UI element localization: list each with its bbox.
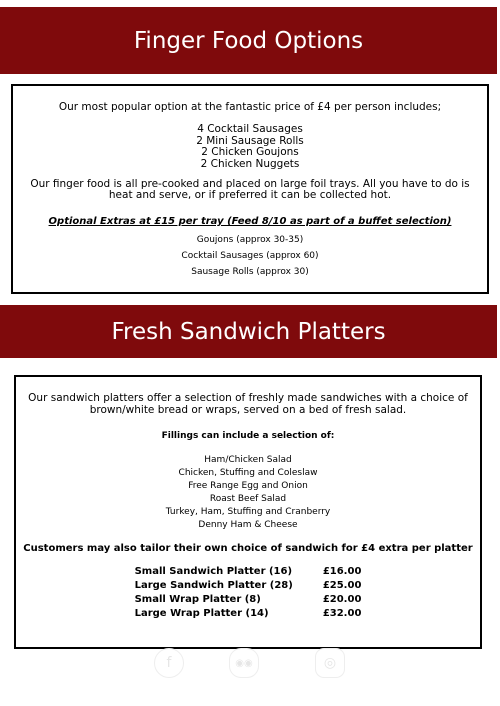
platter-price: £32.00	[322, 608, 362, 619]
list-item: 2 Chicken Nuggets	[200, 157, 300, 170]
price-table	[135, 565, 362, 621]
sandwich-banner	[0, 305, 497, 358]
fillings-heading: Fillings can include a selection of:	[161, 431, 335, 441]
platter-price: £25.00	[322, 580, 362, 591]
list-item: 2 Mini Sausage Rolls	[196, 134, 304, 147]
list-item: Denny Ham & Cheese	[198, 520, 298, 530]
list-item: Chicken, Stuffing and Coleslaw	[178, 468, 318, 478]
facebook-icon[interactable]	[154, 648, 184, 678]
list-item: Turkey, Ham, Stuffing and Cranberry	[165, 507, 331, 517]
sandwich-intro: Our sandwich platters offer a selection of freshly made sandwiches with a choice of brown/white bread or wraps, served on a bed of fresh salad.	[28, 392, 468, 416]
finger-food-description: Our finger food is all pre-cooked and placed on large foil trays. All you have to do is heat and serve, or if preferred it can be collected hot.	[30, 178, 470, 201]
tripadvisor-glyph: ◉◉	[235, 657, 253, 669]
platter-name: Small Sandwich Platter (16)	[134, 566, 293, 577]
list-item: 2 Chicken Goujons	[201, 146, 299, 158]
fillings-list	[16, 454, 480, 532]
list-item: Goujons (approx 30-35)	[196, 235, 304, 245]
platter-name: Large Wrap Platter (14)	[134, 608, 269, 619]
sandwich-box	[14, 375, 482, 649]
platter-name: Large Sandwich Platter (28)	[134, 580, 293, 591]
list-item: 4 Cocktail Sausages	[197, 123, 303, 135]
tripadvisor-icon[interactable]	[229, 648, 259, 678]
table-row	[135, 607, 362, 621]
list-item: Cocktail Sausages (approx 60)	[181, 251, 319, 261]
finger-food-title: Finger Food Options	[133, 27, 364, 54]
platter-price: £16.00	[322, 566, 362, 577]
extras-list	[13, 232, 487, 280]
instagram-icon[interactable]	[315, 648, 345, 678]
list-item: Sausage Rolls (approx 30)	[191, 267, 309, 277]
platter-name: Small Wrap Platter (8)	[134, 594, 261, 605]
tailor-note: Customers may also tailor their own choice of sandwich for £4 extra per platter	[23, 543, 473, 554]
list-item: Roast Beef Salad	[209, 494, 287, 504]
facebook-glyph: f	[166, 655, 172, 671]
list-item: Free Range Egg and Onion	[188, 481, 308, 491]
finger-food-items	[13, 124, 487, 170]
sandwich-title: Fresh Sandwich Platters	[111, 318, 386, 345]
instagram-glyph: ◎	[323, 655, 337, 671]
table-row	[135, 579, 362, 593]
finger-food-intro: Our most popular option at the fantastic price of £4 per person includes;	[58, 101, 442, 113]
finger-food-banner	[0, 7, 497, 74]
social-icons	[0, 645, 500, 685]
platter-price: £20.00	[322, 594, 362, 605]
table-row	[135, 593, 362, 607]
list-item: Ham/Chicken Salad	[204, 455, 292, 465]
table-row	[135, 565, 362, 579]
finger-food-box	[11, 84, 489, 294]
extras-heading: Optional Extras at £15 per tray (Feed 8/10 as part of a buffet selection)	[48, 216, 452, 227]
